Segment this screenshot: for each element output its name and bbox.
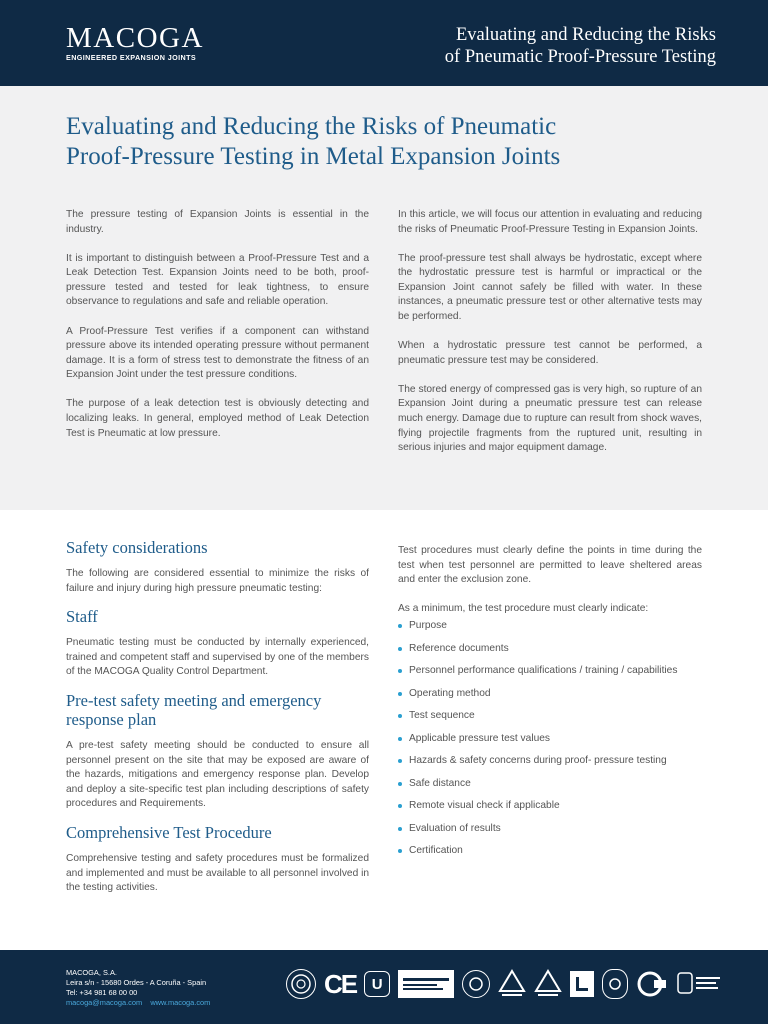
intro-paragraph: The pressure testing of Expansion Joints is essential in the industry.: [66, 209, 369, 235]
list-item-text: Test sequence: [409, 710, 475, 722]
u-stamp-icon: U: [364, 971, 390, 997]
list-item-text: Evaluation of results: [409, 822, 501, 834]
bullet-dot-icon: [398, 647, 402, 651]
list-item-text: Applicable pressure test values: [409, 732, 551, 744]
list-item: [398, 642, 702, 656]
bullet-dot-icon: [398, 692, 402, 696]
list-item-text: Personnel performance qualifications / training / capabilities: [409, 665, 678, 677]
bureau-veritas-icon: [602, 969, 628, 999]
right-sections-column: [398, 544, 702, 867]
logo-tagline: ENGINEERED EXPANSION JOINTS: [66, 53, 197, 62]
list-item: [398, 619, 702, 633]
intro-paragraph: In this article, we will focus our attention in evaluating and reducing the risks of Pneumatic Proof-Pressure Testing in Expansion Joints.: [398, 209, 702, 235]
intro-paragraph: The purpose of a leak detection test is obviously detecting and localizing leaks. In general, employed method of Leak Detection Test is Pneumatic at low pressure.: [66, 398, 369, 439]
list-item-text: Safe distance: [409, 777, 471, 789]
header-title-line2: of Pneumatic Proof-Pressure Testing: [444, 47, 716, 67]
list-item: [398, 844, 702, 858]
list-item: [398, 822, 702, 836]
header-title: [386, 24, 716, 68]
footer-contact: [66, 968, 210, 1008]
list-item-text: Remote visual check if applicable: [409, 800, 560, 812]
bullet-dot-icon: [398, 624, 402, 628]
list-item: [398, 709, 702, 723]
safety-heading: Safety considerations: [66, 538, 208, 557]
page-header: [0, 0, 768, 86]
intro-paragraph: The stored energy of compressed gas is very high, so rupture of an Expansion Joint during a pneumatic pressure test can release much energy. Damage due to rupture can result from shock waves, flying projectile fragments from the ruptured unit, resulting in serious injuries and major equipment damage.: [398, 383, 702, 454]
intro-paragraph: A Proof-Pressure Test verifies if a component can withstand pressure above its intended operating pressure without permanent damage. It is a form of stress test to demonstrate the fitness of an Expansion Joint under the test pressure conditions.: [66, 325, 369, 381]
list-item: [398, 777, 702, 791]
intro-left-column: [66, 208, 369, 456]
pretest-text: A pre-test safety meeting should be conducted to ensure all personnel present on the site that may be exposed are aware of the hazards, mitigations and emergency response plan. Develop and deploy a site-specific test plan including descriptions of safety procedures and Requirements.: [66, 739, 369, 810]
list-item: [398, 687, 702, 701]
footer-address: Leira s/n - 15680 Ordes - A Coruña - Spain: [66, 978, 207, 987]
safety-text: The following are considered essential to minimize the risks of failure and injury during high pressure pneumatic testing:: [66, 568, 369, 594]
bullet-dot-icon: [398, 849, 402, 853]
page-footer: [0, 950, 768, 1024]
ministry-crest-icon: [676, 969, 724, 999]
procedure-definition-text: Test procedures must clearly define the points in time during the test when test personnel are permitted to leave sheltered areas and enter the exclusion zone.: [398, 545, 702, 586]
list-item-text: Reference documents: [409, 642, 509, 654]
tuv-triangle-icon: [534, 969, 562, 999]
procedure-heading: Comprehensive Test Procedure: [66, 822, 272, 842]
asme-seal-icon: [286, 969, 316, 999]
intro-paragraph: When a hydrostatic pressure test cannot be performed, a pneumatic pressure test may be considered.: [398, 340, 702, 366]
bullet-dot-icon: [398, 669, 402, 673]
list-item: [398, 754, 702, 768]
list-item-text: Operating method: [409, 687, 491, 699]
footer-phone: Tel: +34 981 68 00 00: [66, 988, 138, 997]
bullet-dot-icon: [398, 782, 402, 786]
bullet-dot-icon: [398, 827, 402, 831]
list-item: [398, 732, 702, 746]
list-item: [398, 799, 702, 813]
article-title: [66, 112, 706, 172]
ce-mark-icon: CE: [324, 969, 357, 999]
bullet-dot-icon: [398, 714, 402, 718]
macoga-logo: [66, 24, 204, 62]
procedure-minimum-text: As a minimum, the test procedure must clearly indicate:: [398, 602, 649, 614]
pressure-gauge-icon: [636, 969, 668, 999]
intro-paragraph: It is important to distinguish between a Proof-Pressure Test and a Leak Detection Test. Expansion Joints need to be both, proof-pressure tested and tested for leak tightness, to ensure observance to regulations and safe and reliable operation.: [66, 252, 369, 308]
tuv-triangle-icon: [498, 969, 526, 999]
bullet-dot-icon: [398, 737, 402, 741]
procedure-bullet-list: [398, 619, 702, 858]
certification-logos: [286, 968, 724, 1000]
certification-document-icon: [398, 970, 454, 998]
list-item-text: Certification: [409, 845, 463, 857]
staff-text: Pneumatic testing must be conducted by internally experienced, trained and competent staff and supervised by one of the members of the MACOGA Quality Control Department.: [66, 637, 369, 678]
left-sections-column: [66, 538, 369, 910]
footer-links: [66, 998, 210, 1008]
list-item-text: Purpose: [409, 620, 447, 632]
bullet-dot-icon: [398, 759, 402, 763]
logo-name: MACOGA: [66, 22, 204, 54]
article-title-line1: Evaluating and Reducing the Risks of Pneumatic: [66, 113, 557, 140]
staff-heading: Staff: [66, 607, 98, 627]
article-title-line2: Proof-Pressure Testing in Metal Expansion Joints: [66, 143, 561, 170]
bullet-dot-icon: [398, 804, 402, 808]
list-item-text: Hazards & safety concerns during proof- pressure testing: [409, 755, 667, 767]
lr-mark-icon: [570, 971, 594, 997]
list-item: [398, 664, 702, 678]
lloyds-seal-icon: [462, 970, 490, 998]
footer-company: MACOGA, S.A.: [66, 968, 117, 977]
header-title-line1: Evaluating and Reducing the Risks: [456, 25, 716, 45]
intro-right-column: [398, 208, 702, 470]
procedure-text: Comprehensive testing and safety procedures must be formalized and implemented and must be available to all personnel involved in the testing activities.: [66, 852, 369, 894]
footer-website-link[interactable]: www.macoga.com: [150, 998, 211, 1007]
pretest-heading: Pre-test safety meeting and emergency response plan: [66, 690, 322, 729]
footer-email-link[interactable]: macoga@macoga.com: [66, 998, 143, 1007]
intro-paragraph: The proof-pressure test shall always be hydrostatic, except where the hydrostatic pressure test is harmful or impractical or the Expansion Joint cannot safely be filled with water. In these instances, a pneumatic pressure test or other alternative tests may be performed.: [398, 252, 702, 323]
